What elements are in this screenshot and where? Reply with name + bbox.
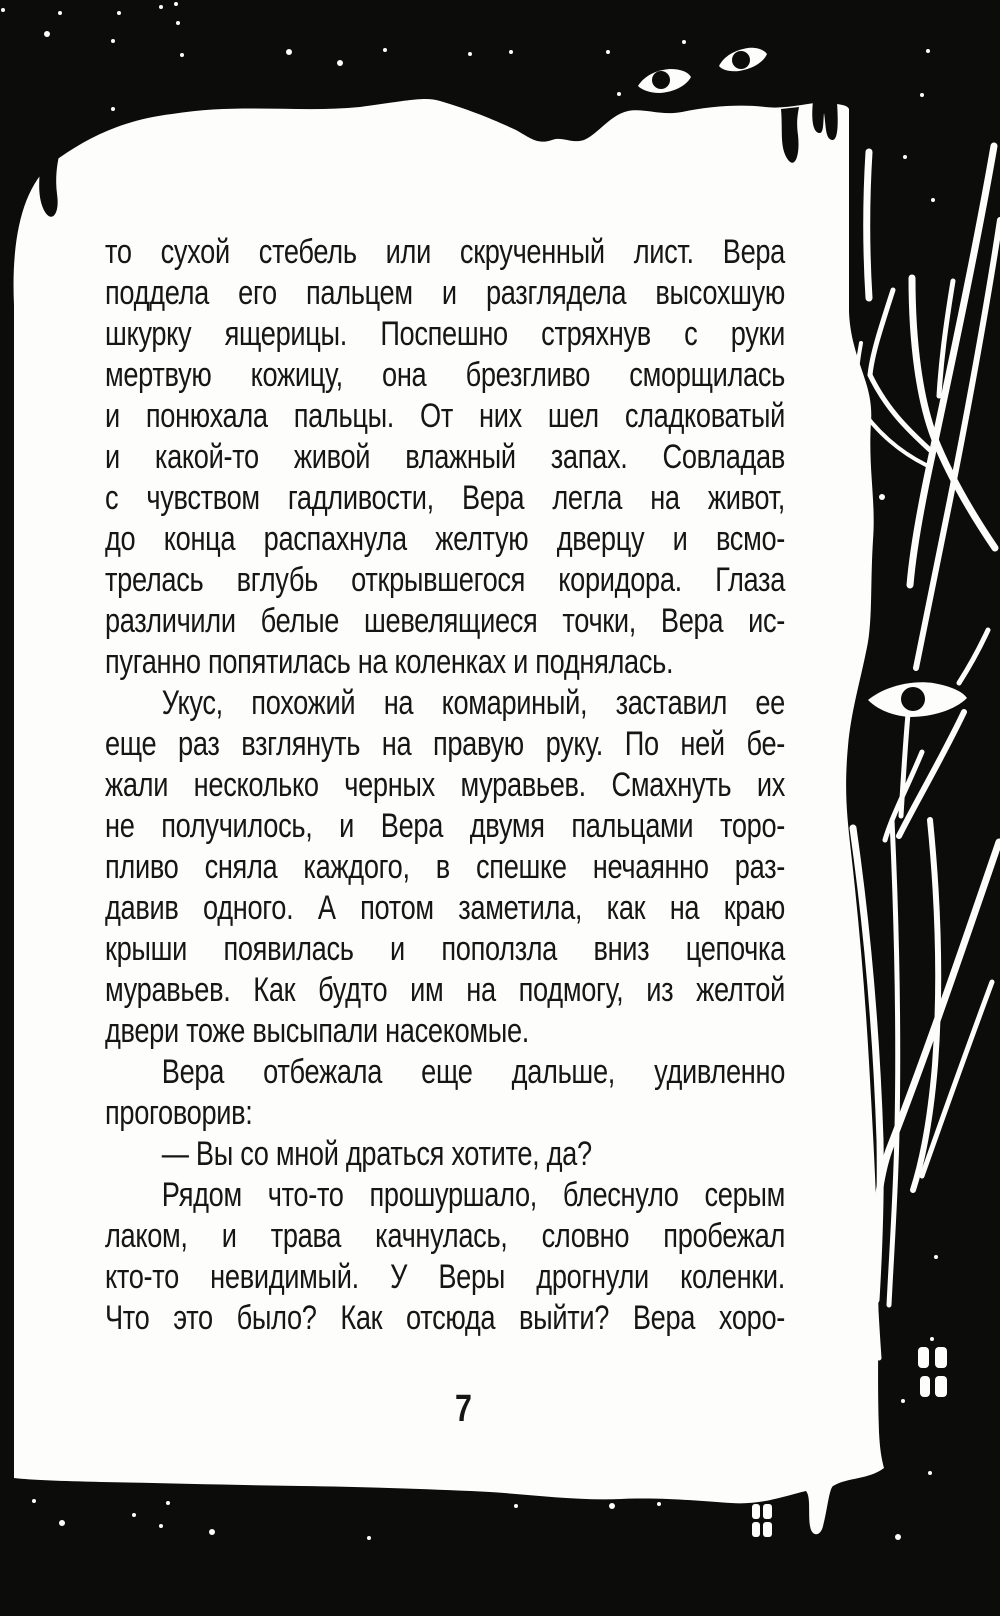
text-line: мертвую кожицу, она брезгливо сморщилась	[105, 356, 785, 394]
text-line: муравьев. Как будто им на подмогу, из желтой	[105, 971, 785, 1009]
text-line: пуганно попятилась на коленках и поднялась.	[105, 643, 674, 681]
text-line: — Вы со мной драться хотите, да?	[161, 1135, 592, 1173]
text-line: еще раз взглянуть на правую руку. По ней бе-	[105, 725, 785, 763]
page-number: 7	[454, 1388, 472, 1430]
text-line: давив одного. А потом заметила, как на краю	[105, 889, 785, 927]
text-line: лаком, и трава качнулась, словно пробежал	[105, 1217, 785, 1255]
text-line: Что это было? Как отсюда выйти? Вера хоро-	[105, 1299, 785, 1337]
text-line: с чувством гадливости, Вера легла на живот,	[105, 479, 785, 517]
text-line: жали несколько черных муравьев. Смахнуть их	[105, 766, 785, 804]
body-text	[105, 232, 785, 1339]
text-line: до конца распахнула желтую дверцу и всмо-	[105, 520, 785, 558]
text-line: шкурку ящерицы. Поспешно стряхнув с руки	[105, 315, 785, 353]
text-line: Укус, похожий на комариный, заставил ее	[161, 684, 786, 722]
text-line: Вера отбежала еще дальше, удивленно	[161, 1053, 786, 1091]
text-line: Рядом что-то прошуршало, блеснуло серым	[161, 1176, 786, 1214]
text-line: двери тоже высыпали насекомые.	[105, 1012, 530, 1050]
text-line: поддела его пальцем и разглядела высохшую	[105, 274, 785, 312]
text-line: кто-то невидимый. У Веры дрогнули коленки.	[105, 1258, 785, 1296]
text-line: различили белые шевелящиеся точки, Вера ис-	[105, 602, 785, 640]
text-line: и понюхала пальцы. От них шел сладковатый	[105, 397, 785, 435]
text-line: и какой-то живой влажный запах. Совладав	[105, 438, 785, 476]
text-line: проговорив:	[105, 1094, 253, 1132]
text-line: то сухой стебель или скрученный лист. Вера	[105, 233, 785, 271]
text-line: не получилось, и Вера двумя пальцами торо-	[105, 807, 785, 845]
text-line: пливо сняла каждого, в спешке нечаянно раз-	[105, 848, 785, 886]
text-line: крыши появилась и поползла вниз цепочка	[105, 930, 785, 968]
text-line: трелась вглубь открывшегося коридора. Глаза	[105, 561, 785, 599]
